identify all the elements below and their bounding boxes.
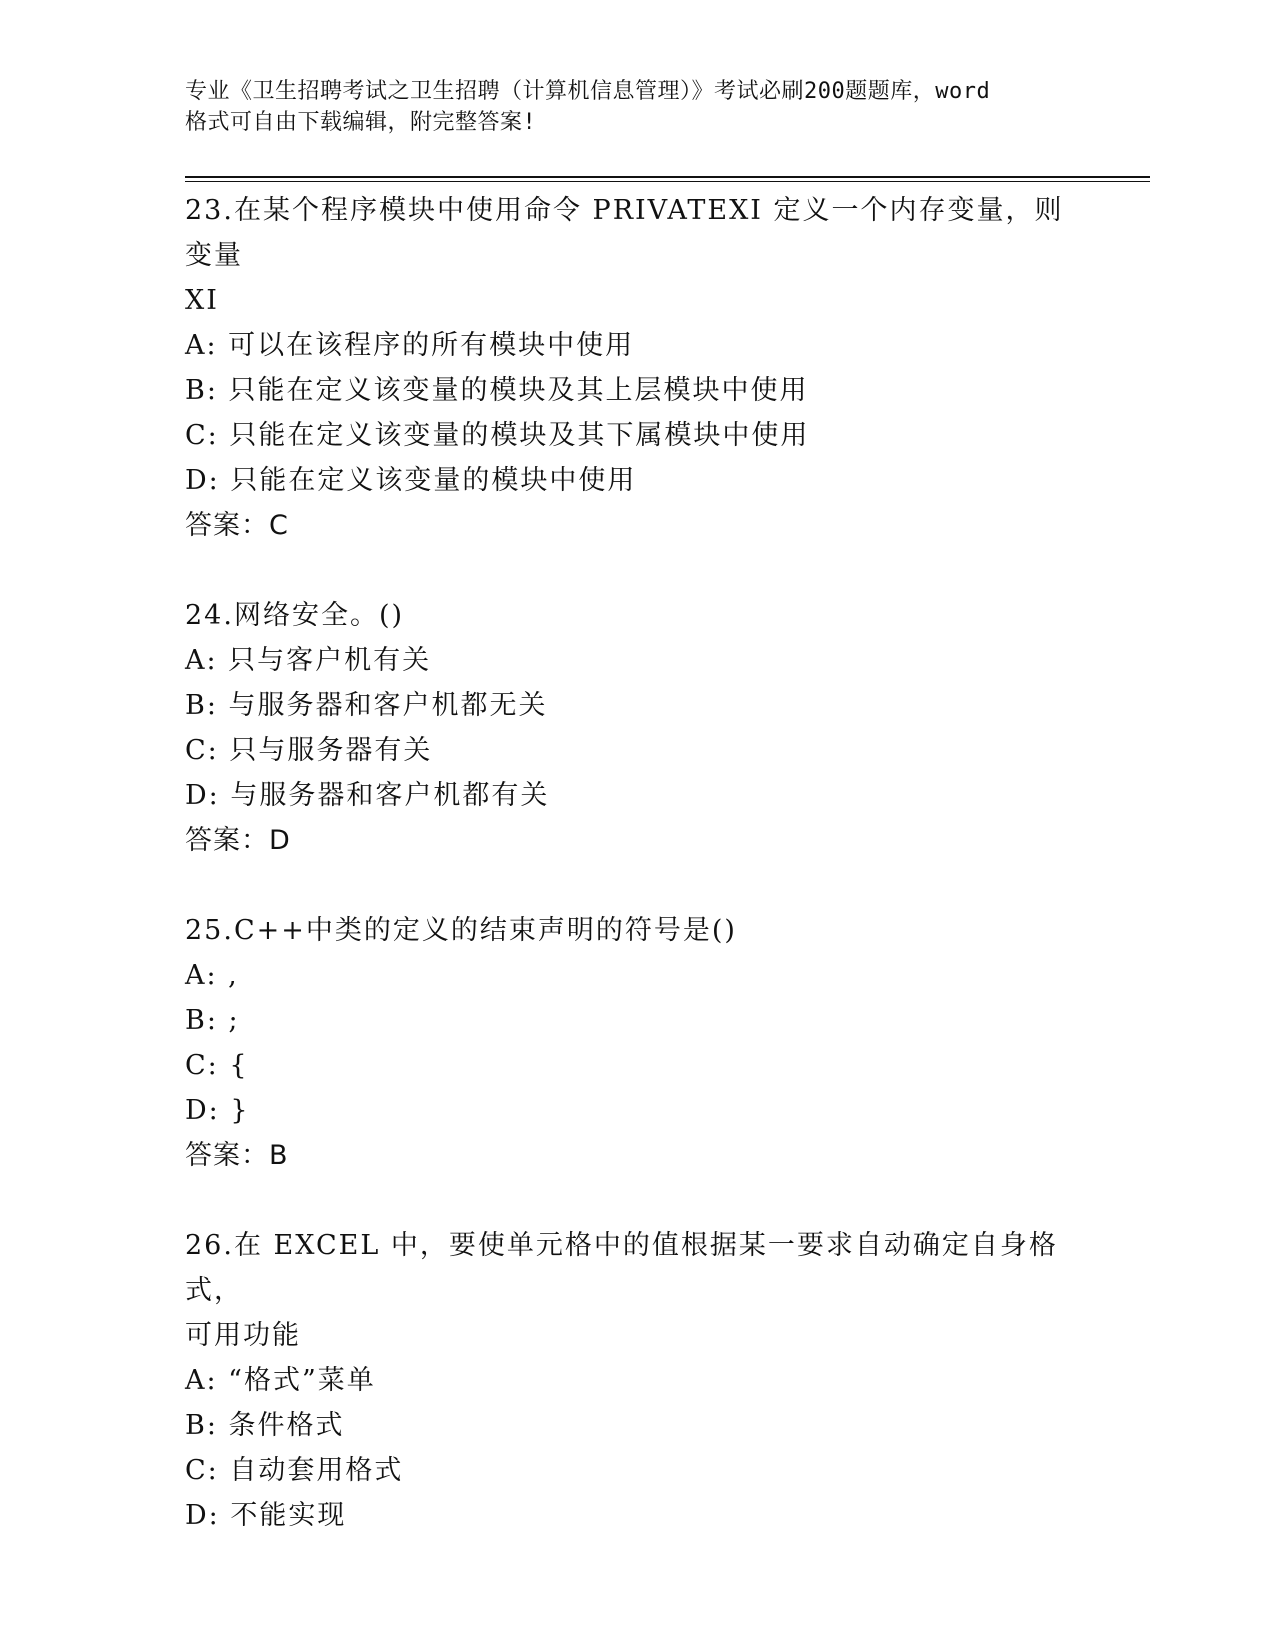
header-divider-thick xyxy=(185,176,1150,178)
option-a: A: 只与客户机有关 xyxy=(185,645,432,676)
question-list xyxy=(185,188,1085,1582)
header-line-2: 格式可自由下载编辑，附完整答案! xyxy=(185,110,537,135)
option-b: B: 与服务器和客户机都无关 xyxy=(185,690,548,721)
question-stem: 24.网络安全。() xyxy=(185,600,405,631)
option-c: C: { xyxy=(185,1050,249,1081)
question-stem-continued: XI xyxy=(185,285,219,316)
option-a: A: 可以在该程序的所有模块中使用 xyxy=(185,330,635,361)
option-d: D: } xyxy=(185,1095,250,1126)
option-b: B: ; xyxy=(185,1005,240,1036)
option-a: A: “格式”菜单 xyxy=(185,1365,376,1396)
question-24 xyxy=(185,593,1085,864)
question-stem-continued: 可用功能 xyxy=(185,1320,301,1351)
question-25 xyxy=(185,908,1085,1179)
question-stem: 25.C++中类的定义的结束声明的符号是() xyxy=(185,915,737,946)
header-line-1: 专业《卫生招聘考试之卫生招聘（计算机信息管理）》考试必刷200题题库，word xyxy=(185,79,991,104)
document-header xyxy=(185,76,1085,138)
option-b: B: 只能在定义该变量的模块及其上层模块中使用 xyxy=(185,375,809,406)
option-d: D: 与服务器和客户机都有关 xyxy=(185,780,550,811)
option-b: B: 条件格式 xyxy=(185,1410,345,1441)
answer: 答案：C xyxy=(185,510,289,541)
header-divider-thin xyxy=(185,181,1150,182)
option-c: C: 只与服务器有关 xyxy=(185,735,433,766)
option-c: C: 自动套用格式 xyxy=(185,1455,404,1486)
answer: 答案：B xyxy=(185,1140,289,1171)
option-c: C: 只能在定义该变量的模块及其下属模块中使用 xyxy=(185,420,810,451)
option-d: D: 不能实现 xyxy=(185,1500,347,1531)
option-a: A: , xyxy=(185,960,239,991)
option-d: D: 只能在定义该变量的模块中使用 xyxy=(185,465,637,496)
answer: 答案：D xyxy=(185,825,291,856)
question-stem: 23.在某个程序模块中使用命令 PRIVATEXI 定义一个内存变量，则变量 xyxy=(185,195,1064,271)
question-26 xyxy=(185,1223,1085,1538)
question-stem: 26.在 EXCEL 中，要使单元格中的值根据某一要求自动确定自身格式， xyxy=(185,1230,1058,1306)
question-23 xyxy=(185,188,1085,549)
